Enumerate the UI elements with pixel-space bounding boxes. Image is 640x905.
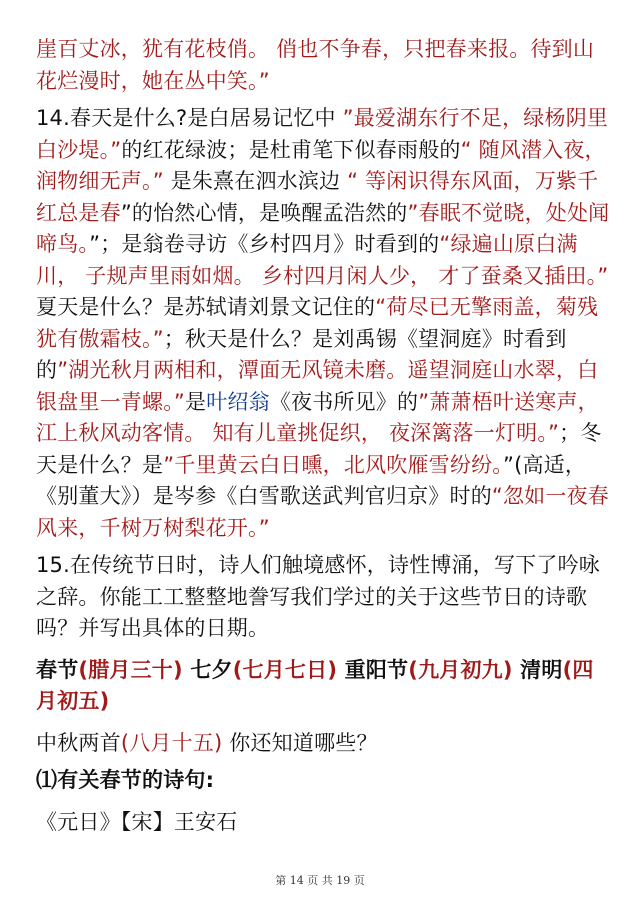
q14-quote-7: ”湖光秋月两相和，潭面无风镜未磨。遥望洞庭山水翠，白银盘里一青螺。”	[36, 358, 599, 414]
festival-qingming-date: (四月初五)	[36, 657, 594, 713]
q14-text-8: 是	[184, 389, 207, 414]
q14-text-3: 是朱熹在泗水滨边	[163, 169, 348, 193]
q15-subheading-spring-festival	[36, 765, 611, 797]
poem-title: 《元日》【宋】王安石	[36, 809, 238, 834]
q14-quote-4: ”春眠不觉晓，处处闻啼鸟。	[36, 200, 610, 256]
festival-mid-autumn: 中秋两首	[36, 730, 121, 755]
q14-author-name: 叶绍翁	[206, 389, 270, 414]
q14-quote-5: “绿遍山原白满川， 子规声里雨如烟。 乡村四月闲人少， 才了蚕桑又插田。”	[36, 232, 609, 288]
document-page	[36, 34, 611, 838]
top-excerpt	[36, 34, 611, 97]
q14-quote-9: ”千里黄云白日曛，北风吹雁雪纷纷。	[163, 452, 503, 477]
q14-quote-10: “忽如一夜春风来，千树万树梨花开。”	[36, 484, 609, 540]
q14-text-6: 夏天是什么？是苏轼请刘景文记住的	[36, 295, 376, 319]
q14-quote-2: “ 随风潜入夜，润物细无声。”	[36, 137, 606, 193]
question-14	[36, 103, 611, 544]
q14-text-2: 的红花绿波；是杜甫笔下似春雨般的	[121, 137, 461, 162]
q15-festivals-line-1	[36, 655, 611, 718]
question-15	[36, 550, 611, 645]
q14-quote-1: ”最爱湖东行不足，绿杨阴里白沙堤。”	[36, 106, 609, 162]
q14-text-10: ；冬天是什么？是	[36, 421, 602, 477]
festival-qixi-date: (七月七日)	[232, 657, 338, 682]
q15-question-text: 15.在传统节日时，诗人们触境感怀，诗性博涌，写下了吟咏之辞。你能工工整整地誊写我们学过的关于这些节日的诗歌吗？并写出具体的日期。	[36, 553, 600, 640]
q14-quote-6: “荷尽已无擎雨盖，菊残犹有傲霜枝。”	[36, 295, 599, 351]
page-number-text: 第 14 页 共 19 页	[275, 874, 365, 887]
festival-qingming: 清明	[512, 657, 563, 682]
q14-text-9: 《夜书所见》的	[269, 389, 419, 414]
festival-qixi: 七夕	[182, 657, 233, 682]
festival-spring-festival-date: (腊月三十)	[78, 657, 183, 682]
q15-festivals-line-2	[36, 728, 611, 760]
festival-mid-autumn-date: (八月十五)	[120, 730, 223, 755]
festival-double-ninth: 重阳节	[337, 657, 409, 682]
q14-text-11: ”(高适，《别董大》）是岑参《白雪歌送武判官归京》时的	[36, 452, 587, 508]
q14-text-4: ”的怡然心情，是唤醒孟浩然的	[120, 200, 408, 225]
q14-text-1: 14.春天是什么?是白居易记忆中	[36, 106, 343, 130]
q15-follow-up-question: 你还知道哪些？	[222, 730, 378, 755]
festival-double-ninth-date: (九月初九)	[408, 657, 513, 682]
q14-text-5: ”；是翁卷寻访《乡村四月》时看到的	[89, 232, 440, 256]
q15-subheading-text: ⑴有关春节的诗句:	[36, 768, 215, 792]
page-footer	[0, 874, 640, 888]
q14-quote-8: ”萧萧梧叶送寒声， 江上秋风动客情。 知有儿童挑促织， 夜深篱落一灯明。”	[36, 389, 599, 445]
festival-spring-festival: 春节	[36, 657, 79, 682]
top-excerpt-red-text: 崖百丈冰，犹有花枝俏。 俏也不争春，只把春来报。待到山花烂漫时，她在丛中笑。”	[36, 37, 595, 93]
poem-title-line	[36, 807, 611, 839]
q14-quote-3: “ 等闲识得东风面，万紫千红总是春	[36, 169, 599, 225]
q14-text-7: ；秋天是什么？是刘禹锡《望洞庭》时看到的	[36, 326, 567, 382]
